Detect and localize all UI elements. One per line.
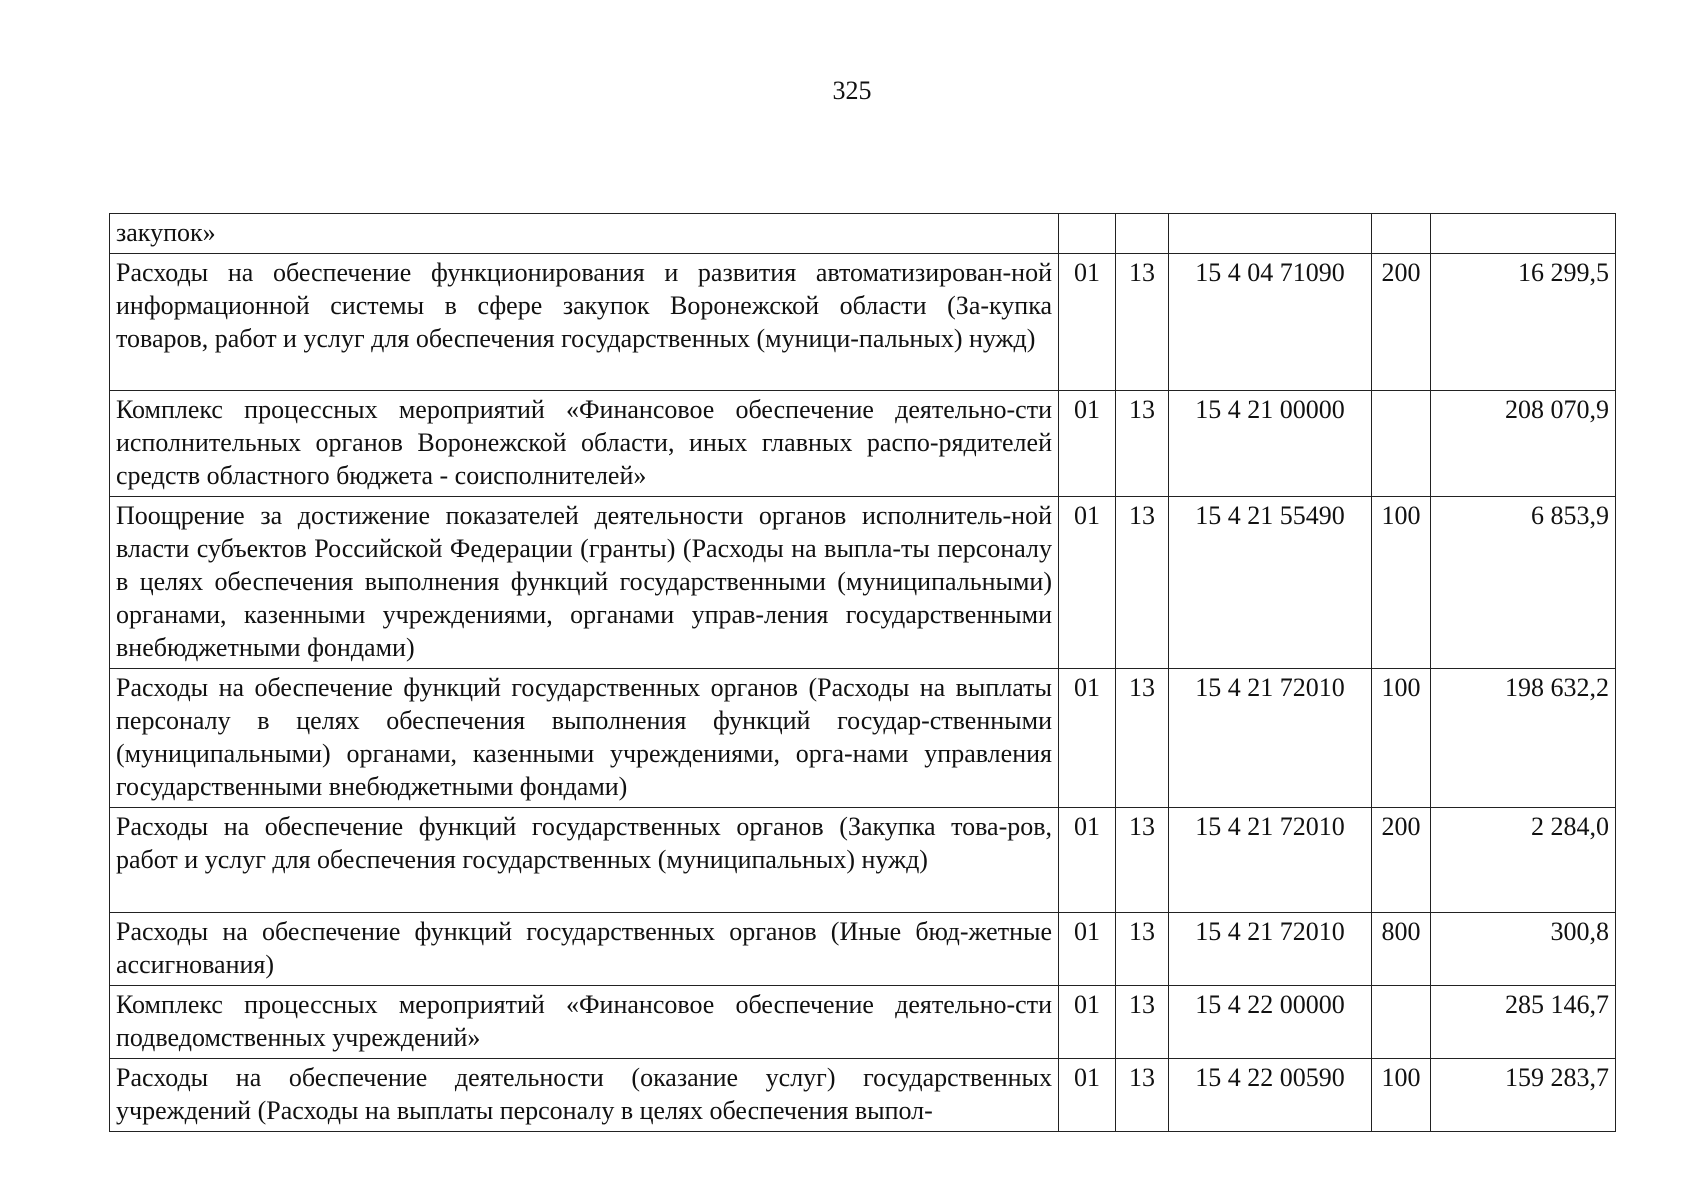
- table-row: [110, 669, 1616, 808]
- row-section-code: 01: [1059, 497, 1116, 669]
- row-section-code: 01: [1059, 669, 1116, 808]
- row-description: Расходы на обеспечение функций государственных органов (Расходы на выплаты персоналу в целях обеспечения выполнения функций государ-ственными (муниципальными) органами, казенными учреждениями, орга-нами управления государственными внебюджетными фондами): [110, 669, 1059, 808]
- row-expense-type-code: [1372, 986, 1431, 1059]
- row-section-code: 01: [1059, 808, 1116, 913]
- row-target-article-code: 15 4 22 00000: [1169, 986, 1372, 1059]
- row-expense-type-code: 200: [1372, 808, 1431, 913]
- row-section-code: 01: [1059, 391, 1116, 497]
- table-row: [110, 808, 1616, 913]
- row-description: Комплекс процессных мероприятий «Финансовое обеспечение деятельно-сти исполнительных органов Воронежской области, иных главных распо-рядителей средств областного бюджета - соисполнителей»: [110, 391, 1059, 497]
- row-description: Расходы на обеспечение функционирования и развития автоматизирован-ной информационной системы в сфере закупок Воронежской области (За-купка товаров, работ и услуг для обеспечения государственных (муници-пальных) нужд): [110, 254, 1059, 391]
- row-subsection-code: 13: [1116, 391, 1169, 497]
- row-target-article-code: 15 4 21 72010: [1169, 669, 1372, 808]
- row-target-article-code: 15 4 21 00000: [1169, 391, 1372, 497]
- row-section-code: 01: [1059, 254, 1116, 391]
- table-row: [110, 254, 1616, 391]
- row-expense-type-code: [1372, 391, 1431, 497]
- row-expense-type-code: 100: [1372, 1059, 1431, 1132]
- row-expense-type-code: 200: [1372, 254, 1431, 391]
- row-subsection-code: [1116, 214, 1169, 254]
- table-row: [110, 391, 1616, 497]
- row-target-article-code: 15 4 22 00590: [1169, 1059, 1372, 1132]
- row-target-article-code: 15 4 21 72010: [1169, 913, 1372, 986]
- row-description: закупок»: [110, 214, 1059, 254]
- row-description: Расходы на обеспечение функций государственных органов (Иные бюд-жетные ассигнования): [110, 913, 1059, 986]
- row-amount: 16 299,5: [1431, 254, 1616, 391]
- row-description: Комплекс процессных мероприятий «Финансовое обеспечение деятельно-сти подведомственных учреждений»: [110, 986, 1059, 1059]
- row-section-code: [1059, 214, 1116, 254]
- row-subsection-code: 13: [1116, 913, 1169, 986]
- table-row: [110, 1059, 1616, 1132]
- row-expense-type-code: 800: [1372, 913, 1431, 986]
- row-amount: 285 146,7: [1431, 986, 1616, 1059]
- table-row: [110, 497, 1616, 669]
- row-amount: 300,8: [1431, 913, 1616, 986]
- row-amount: [1431, 214, 1616, 254]
- budget-table: [109, 213, 1616, 1132]
- row-amount: 159 283,7: [1431, 1059, 1616, 1132]
- row-amount: 2 284,0: [1431, 808, 1616, 913]
- row-section-code: 01: [1059, 1059, 1116, 1132]
- row-target-article-code: 15 4 21 55490: [1169, 497, 1372, 669]
- table-row: [110, 986, 1616, 1059]
- row-amount: 208 070,9: [1431, 391, 1616, 497]
- row-expense-type-code: 100: [1372, 669, 1431, 808]
- row-subsection-code: 13: [1116, 986, 1169, 1059]
- row-subsection-code: 13: [1116, 254, 1169, 391]
- row-subsection-code: 13: [1116, 808, 1169, 913]
- row-section-code: 01: [1059, 986, 1116, 1059]
- row-subsection-code: 13: [1116, 669, 1169, 808]
- table-row: [110, 913, 1616, 986]
- row-subsection-code: 13: [1116, 497, 1169, 669]
- row-expense-type-code: [1372, 214, 1431, 254]
- row-section-code: 01: [1059, 913, 1116, 986]
- page-number: 325: [832, 76, 872, 105]
- row-subsection-code: 13: [1116, 1059, 1169, 1132]
- row-target-article-code: 15 4 04 71090: [1169, 254, 1372, 391]
- row-description: Поощрение за достижение показателей деятельности органов исполнитель-ной власти субъектов Российской Федерации (гранты) (Расходы на выпла-ты персоналу в целях обеспечения выполнения функций государственными (муниципальными) органами, казенными учреждениями, органами управ-ления государственными внебюджетными фондами): [110, 497, 1059, 669]
- row-description: Расходы на обеспечение деятельности (оказание услуг) государственных учреждений (Расходы на выплаты персоналу в целях обеспечения выпол-: [110, 1059, 1059, 1132]
- row-target-article-code: [1169, 214, 1372, 254]
- table-row: [110, 214, 1616, 254]
- row-amount: 198 632,2: [1431, 669, 1616, 808]
- row-expense-type-code: 100: [1372, 497, 1431, 669]
- row-target-article-code: 15 4 21 72010: [1169, 808, 1372, 913]
- budget-table-body: [110, 214, 1616, 1132]
- row-description: Расходы на обеспечение функций государственных органов (Закупка това-ров, работ и услуг для обеспечения государственных (муниципальных) нужд): [110, 808, 1059, 913]
- row-amount: 6 853,9: [1431, 497, 1616, 669]
